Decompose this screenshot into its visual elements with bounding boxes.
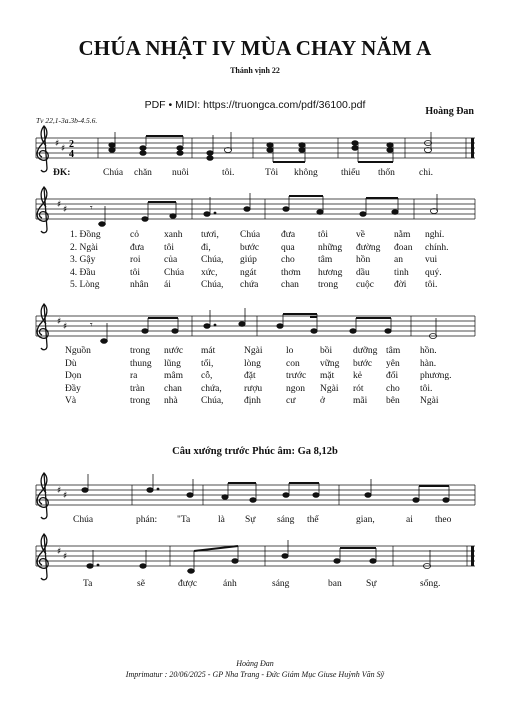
lyric-word: tâm: [318, 255, 333, 265]
svg-text:♯: ♯: [63, 322, 68, 332]
section-heading: Câu xướng trước Phúc âm: Ga 8,12b: [172, 446, 338, 457]
lyric-word: chan: [164, 383, 182, 394]
staff-system-1: [36, 126, 475, 172]
lyric-word: Chúa,: [201, 280, 224, 290]
lyric-word: Ngài: [320, 383, 339, 394]
lyric-word: những: [318, 242, 343, 253]
lyric-word: Ngài: [244, 346, 263, 356]
lyric-word: không: [294, 168, 318, 178]
lyric-word: hàn.: [420, 358, 437, 369]
svg-text:♯: ♯: [55, 139, 60, 149]
lyric-word: 4. Đầu: [70, 267, 96, 278]
lyric-word: hương: [318, 267, 343, 278]
staff-system-2: [36, 187, 475, 233]
lyric-word: cỏ: [130, 230, 139, 240]
lyric-word: đưa: [130, 242, 145, 253]
lyric-word: tôi.: [420, 383, 433, 394]
staff-system-5: [36, 534, 475, 580]
lyric-word: bồi: [320, 346, 333, 356]
lyric-word: cho: [281, 255, 295, 265]
lyric-word: vững: [320, 358, 340, 369]
lyric-word: dưỡng: [353, 346, 378, 356]
time-sig-bottom: 4: [69, 149, 74, 160]
lyric-word: sáng: [272, 579, 290, 589]
lyric-word: thiếu: [341, 168, 360, 178]
lyric-word: roi: [130, 255, 141, 265]
footer-author: Hoàng Đan: [236, 659, 274, 668]
lyric-word: thung: [130, 358, 152, 369]
lyric-word: thốn: [378, 168, 395, 178]
treble-clef-icon: [37, 126, 48, 172]
lyric-word: đặt: [244, 371, 256, 381]
lyric-word: mát: [201, 346, 216, 356]
lyric-word: phương.: [420, 371, 452, 381]
lyric-word: đi,: [201, 242, 211, 253]
composer-name: Hoàng Đan: [425, 106, 474, 117]
lyric-word: Dù: [65, 358, 77, 369]
lyric-word: ở: [320, 396, 326, 406]
lyric-word: nước: [164, 346, 184, 356]
svg-text:♯: ♯: [57, 200, 62, 210]
svg-text:♯: ♯: [57, 317, 62, 327]
lyric-word: nhà: [164, 396, 178, 406]
svg-text:♯: ♯: [63, 491, 68, 501]
scripture-reference: Tv 22,1-3a.3b-4.5.6.: [36, 116, 98, 125]
refrain-label: ĐK:: [53, 168, 71, 178]
lyric-word: cuộc: [356, 280, 374, 290]
lyric-word: bước: [240, 242, 260, 253]
lyric-word: chứa,: [201, 383, 222, 394]
lyric-word: Sự: [245, 515, 256, 525]
lyric-word: ra: [130, 371, 138, 381]
lyric-word: xanh: [164, 230, 183, 240]
footer-imprimatur: Imprimatur : 20/06/2025 - GP Nha Trang - Đức Giám Mục Giuse Huỳnh Văn Sỹ: [125, 670, 385, 679]
lyric-word: Chúa,: [201, 396, 224, 406]
lyric-word: về: [356, 230, 365, 240]
lyric-word: của: [164, 255, 178, 265]
lyric-word: gian,: [356, 515, 375, 525]
lyric-word: Nguồn: [65, 346, 91, 356]
lyric-word: ai: [406, 515, 413, 525]
lyric-word: ái: [164, 280, 171, 290]
lyric-word: tâm: [386, 346, 401, 356]
lyric-word: tôi: [130, 267, 141, 278]
lyric-word: đưa: [281, 230, 296, 240]
lyric-word: tinh: [394, 267, 409, 278]
lyric-word: nằm: [394, 230, 411, 240]
lyric-word: mãi: [353, 396, 368, 406]
lyric-word: trong: [130, 396, 151, 406]
lyric-word: ánh: [223, 579, 237, 589]
lyric-word: Và: [65, 396, 77, 406]
lyric-word: rót: [353, 383, 364, 394]
lyric-word: tôi: [318, 230, 329, 240]
svg-text:𝄾: 𝄾: [90, 320, 93, 331]
pdf-midi-link[interactable]: PDF • MIDI: https://truongca.com/pdf/36100.pdf: [144, 99, 366, 111]
lyric-word: quý.: [425, 267, 442, 278]
svg-text:♯: ♯: [61, 144, 66, 154]
staff-system-3: [36, 304, 475, 350]
lyric-word: lũng: [164, 358, 181, 369]
lyric-word: trước: [286, 371, 307, 381]
lyric-word: an: [394, 255, 403, 265]
lyric-word: đường: [356, 242, 381, 253]
lyric-word: tràn: [130, 383, 145, 394]
lyric-word: lòng: [244, 358, 261, 369]
lyric-word: nhân: [130, 280, 149, 290]
lyric-word: bên: [386, 396, 400, 406]
lyric-word: hồn: [356, 255, 371, 265]
lyric-word: ngon: [286, 383, 305, 394]
lyric-word: kẻ: [353, 371, 362, 381]
lyric-word: đoan: [394, 242, 413, 253]
lyric-word: thơm: [281, 267, 301, 278]
lyric-word: thế: [307, 515, 319, 525]
lyric-word: tôi.: [222, 168, 235, 178]
lyric-word: "Ta: [177, 515, 191, 525]
lyric-word: con: [286, 358, 300, 369]
lyric-word: tối,: [201, 358, 214, 369]
svg-text:♯: ♯: [57, 486, 62, 496]
lyric-word: xức,: [201, 267, 218, 278]
lyric-word: Chúa: [164, 267, 185, 278]
lyric-word: nghỉ.: [425, 230, 445, 240]
lyric-word: 1. Đồng: [70, 230, 101, 240]
lyric-word: trong: [130, 346, 151, 356]
lyric-word: Chúa: [240, 230, 261, 240]
song-subtitle: Thánh vịnh 22: [230, 66, 280, 75]
lyric-word: chi.: [419, 168, 433, 178]
lyric-word: nuôi: [172, 168, 189, 178]
lyric-word: vui: [425, 255, 438, 265]
refrain-lyrics: [0, 168, 510, 182]
gospel-lyrics-line-1: [0, 515, 510, 529]
svg-text:𝄾: 𝄾: [90, 203, 93, 214]
lyric-word: theo: [435, 515, 452, 525]
lyric-word: hồn.: [420, 346, 437, 356]
time-sig-top: 2: [69, 139, 74, 150]
lyric-word: Chúa: [73, 515, 94, 525]
lyric-word: ngát: [240, 267, 257, 278]
lyric-word: cỗ,: [201, 371, 213, 381]
lyric-word: đời: [394, 280, 407, 290]
gospel-lyrics-line-2: [0, 579, 510, 593]
lyric-word: sống.: [420, 579, 441, 589]
lyric-word: chính.: [425, 242, 449, 253]
lyric-word: Tôi: [265, 168, 279, 178]
lyric-word: Chúa: [103, 168, 124, 178]
lyric-word: lo: [286, 346, 294, 356]
lyric-word: cư: [286, 396, 296, 406]
lyric-word: cho: [386, 383, 400, 394]
lyric-word: Ngài: [420, 396, 439, 406]
lyric-word: qua: [281, 242, 295, 253]
lyric-word: tươi,: [201, 230, 219, 240]
lyric-word: chăn: [134, 168, 152, 178]
lyric-word: được: [178, 579, 198, 589]
lyric-word: tôi: [164, 242, 175, 253]
lyric-word: dầu: [356, 267, 370, 278]
lyric-word: rượu: [244, 383, 263, 394]
lyric-word: 2. Ngài: [70, 242, 98, 253]
lyric-word: tôi.: [425, 280, 438, 290]
lyric-word: 5. Lòng: [70, 280, 100, 290]
lyric-word: sẽ: [137, 579, 145, 589]
lyric-word: chứa: [240, 280, 259, 290]
lyric-word: mặt: [320, 371, 335, 381]
lyric-word: yên: [386, 358, 400, 369]
lyric-word: mâm: [164, 371, 183, 381]
svg-text:♯: ♯: [57, 547, 62, 557]
staff-system-4: [36, 473, 475, 519]
song-title: CHÚA NHẬT IV MÙA CHAY NĂM A: [78, 36, 432, 60]
lyric-word: phán:: [136, 515, 158, 525]
lyric-word: Đầy: [65, 383, 81, 394]
lyric-word: trong: [318, 280, 339, 290]
lyric-word: giúp: [240, 255, 257, 265]
lyric-word: ban: [328, 579, 342, 589]
lyric-word: Sự: [366, 579, 377, 589]
lyric-word: Chúa,: [201, 255, 224, 265]
verse-lyrics-row: [0, 396, 510, 410]
lyric-word: Ta: [83, 579, 93, 589]
lyric-word: định: [244, 396, 261, 406]
lyric-word: đối: [386, 371, 399, 381]
svg-text:♯: ♯: [63, 205, 68, 215]
lyric-word: chan: [281, 280, 299, 290]
svg-text:♯: ♯: [63, 552, 68, 562]
lyric-word: Dọn: [65, 371, 82, 381]
verse-lyrics-row: [0, 280, 510, 294]
lyric-word: bước: [353, 358, 373, 369]
lyric-word: sáng: [277, 515, 295, 525]
lyric-word: 3. Gậy: [70, 255, 96, 265]
lyric-word: là: [218, 515, 225, 525]
